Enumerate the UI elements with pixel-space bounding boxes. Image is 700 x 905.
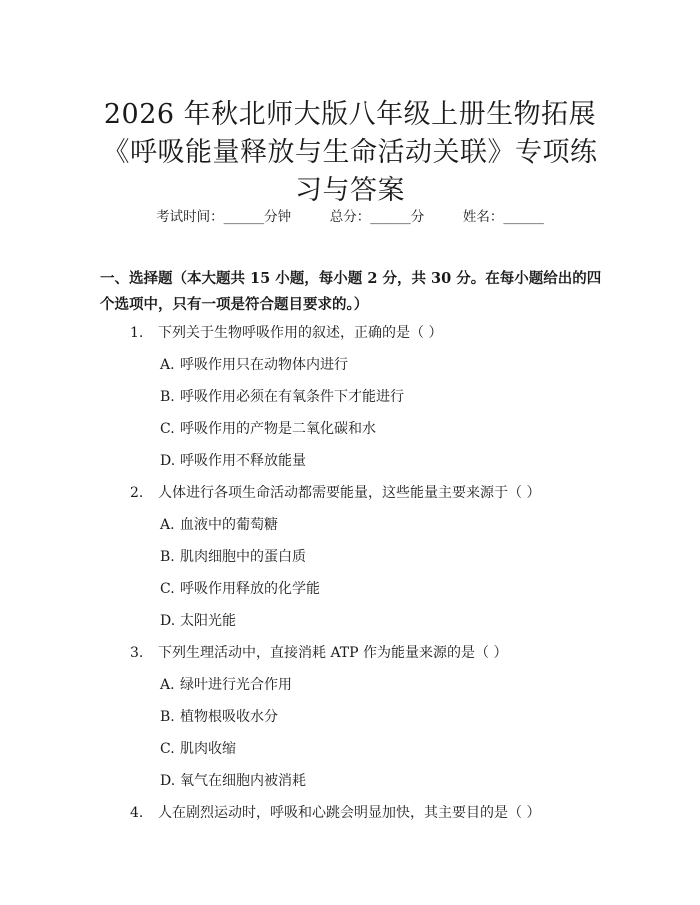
exam-meta: [0, 205, 700, 225]
question-number: 2.: [130, 485, 144, 501]
question-list: [0, 317, 700, 829]
question-stem: 下列关于生物呼吸作用的叙述，正确的是（ ）: [158, 325, 443, 341]
option-letter: D.: [160, 773, 176, 789]
question-number: 1.: [130, 325, 144, 341]
option-letter: C.: [160, 581, 175, 597]
option-letter: C.: [160, 421, 175, 437]
option-2-b: [0, 541, 700, 573]
question-4: [0, 797, 700, 829]
document-title: 2026 年秋北师大版八年级上册生物拓展《呼吸能量释放与生命活动关联》专项练习与答案: [102, 99, 598, 206]
question-1: [0, 317, 700, 349]
option-text: 氧气在细胞内被消耗: [180, 773, 306, 789]
option-letter: C.: [160, 741, 175, 757]
option-text: 呼吸作用必须在有氧条件下才能进行: [180, 389, 404, 405]
student-name-label: 姓名：______: [462, 209, 544, 225]
option-letter: D.: [160, 453, 176, 469]
option-1-c: [0, 413, 700, 445]
question-stem: 下列生理活动中，直接消耗 ATP 作为能量来源的是（ ）: [158, 645, 508, 661]
question-stem: 人体进行各项生命活动都需要能量，这些能量主要来源于（ ）: [158, 485, 541, 501]
option-3-c: [0, 733, 700, 765]
question-2: [0, 477, 700, 509]
option-1-d: [0, 445, 700, 477]
option-text: 绿叶进行光合作用: [180, 677, 292, 693]
option-text: 肌肉细胞中的蛋白质: [180, 549, 306, 565]
section-heading: 一、选择题（本大题共 15 小题，每小题 2 分，共 30 分。在每小题给出的四个选项中，只有一项是符合题目要求的。）: [100, 270, 602, 313]
option-1-b: [0, 381, 700, 413]
option-text: 呼吸作用释放的化学能: [180, 581, 320, 597]
total-score-label: 总分：______分: [329, 209, 425, 225]
question-number: 4.: [130, 805, 144, 821]
option-letter: B.: [160, 549, 175, 565]
question-3: [0, 637, 700, 669]
exam-time-label: 考试时间：______分钟: [156, 209, 292, 225]
option-text: 血液中的葡萄糖: [180, 517, 278, 533]
option-text: 呼吸作用的产物是二氧化碳和水: [180, 421, 376, 437]
option-text: 呼吸作用只在动物体内进行: [180, 357, 348, 373]
option-2-a: [0, 509, 700, 541]
option-2-c: [0, 573, 700, 605]
option-3-a: [0, 669, 700, 701]
option-text: 植物根吸收水分: [180, 709, 278, 725]
option-1-a: [0, 349, 700, 381]
option-letter: A.: [160, 357, 175, 373]
option-letter: A.: [160, 677, 175, 693]
option-letter: B.: [160, 389, 175, 405]
question-stem: 人在剧烈运动时，呼吸和心跳会明显加快，其主要目的是（ ）: [158, 805, 541, 821]
option-2-d: [0, 605, 700, 637]
option-3-b: [0, 701, 700, 733]
option-letter: B.: [160, 709, 175, 725]
question-number: 3.: [130, 645, 144, 661]
option-text: 肌肉收缩: [180, 741, 236, 757]
option-text: 太阳光能: [180, 613, 236, 629]
option-letter: D.: [160, 613, 176, 629]
option-3-d: [0, 765, 700, 797]
option-letter: A.: [160, 517, 175, 533]
option-text: 呼吸作用不释放能量: [180, 453, 306, 469]
